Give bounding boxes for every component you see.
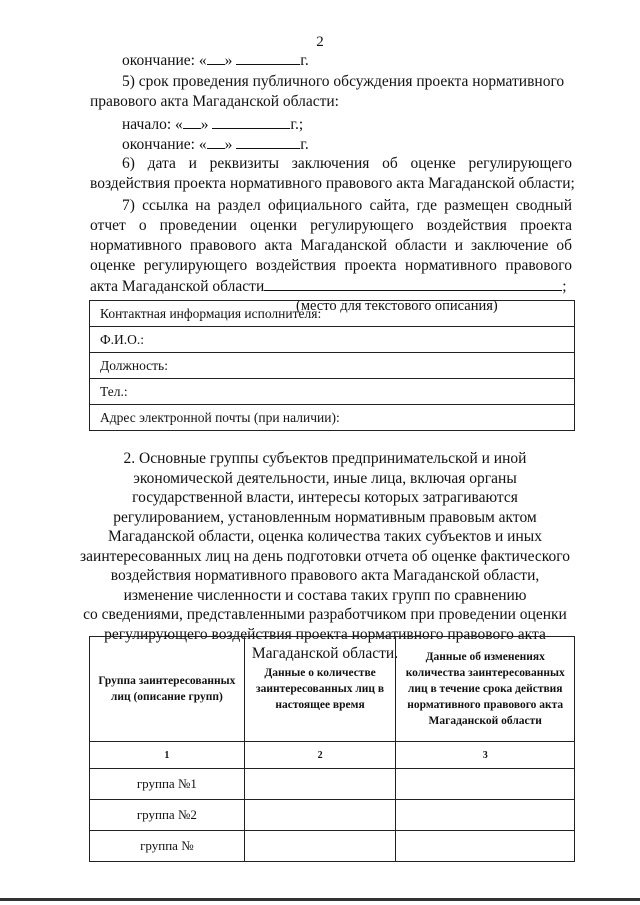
end-date-line: окончание: « » г.	[122, 52, 309, 69]
item6-line2: воздействия проекта нормативного правового акта Магаданской области;	[90, 175, 575, 192]
column-number: 2	[244, 742, 396, 769]
bottom-rule	[0, 898, 640, 901]
groups-table	[89, 636, 575, 862]
groups-header-current: Данные о количестве заинтересованных лиц в настоящее время	[244, 637, 396, 742]
end-date-label: окончание: «	[122, 52, 207, 69]
item6-line1: 6) дата и реквизиты заключения об оценке регулирующего	[122, 155, 572, 172]
contact-info-table	[89, 300, 575, 431]
section2-heading	[80, 449, 570, 664]
section2-line: регулирующего воздействия проекта нормативного правового акта	[104, 625, 546, 643]
contact-phone-field: Тел.:	[90, 379, 575, 405]
column-number: 3	[396, 742, 575, 769]
section2-line: государственной власти, интересы которых затрагиваются	[132, 489, 518, 506]
contact-position-field: Должность:	[90, 353, 575, 379]
item7-line1: 7) ссылка на раздел официального сайта, где размещен сводный	[122, 197, 572, 214]
item5-line1: 5) срок проведения публичного обсуждения проекта нормативного	[122, 73, 565, 90]
group-current-cell	[244, 831, 396, 862]
group-current-cell	[244, 769, 396, 800]
section2-line: 2. Основные группы субъектов предпринимательской и иной	[123, 450, 527, 467]
table-row	[90, 769, 575, 800]
item7-line5: акта Магаданской области ;	[90, 278, 567, 295]
section2-line: заинтересованных лиц на день подготовки отчета об оценке фактического	[80, 547, 570, 565]
column-number: 1	[90, 742, 245, 769]
section2-line: регулированием, установленным нормативным правовым актом	[113, 508, 537, 526]
section2-line: изменение численности и состава таких групп по сравнению	[123, 586, 527, 604]
item5-end-line: окончание: « » г.	[122, 136, 309, 153]
page-number: 2	[316, 34, 324, 50]
group-changes-cell	[396, 800, 575, 831]
section2-line: Магаданской области, оценка количества таких субъектов и иных	[108, 528, 542, 545]
table-row	[90, 831, 575, 862]
group-label: группа №2	[90, 800, 245, 831]
group-label: группа №	[90, 831, 245, 862]
group-changes-cell	[396, 769, 575, 800]
groups-header-changes: Данные об изменениях количества заинтересованных лиц в течение срока действия нормативного правового акта Магаданской области	[396, 637, 575, 742]
item7-caption: (место для текстового описания)	[296, 298, 498, 314]
groups-header-group: Группа заинтересованных лиц (описание групп)	[90, 637, 245, 742]
contact-name-field: Ф.И.О.:	[90, 327, 575, 353]
section2-line: Магаданской области.	[251, 645, 399, 662]
group-current-cell	[244, 800, 396, 831]
table-row	[90, 800, 575, 831]
section2-line: экономической деятельности, иные лица, включая органы	[133, 469, 517, 487]
item5-start-line: начало: « » г.;	[122, 116, 304, 133]
contact-header: Контактная информация исполнителя:	[90, 301, 575, 327]
section2-line: воздействия нормативного правового акта Магаданской области,	[110, 567, 540, 584]
section2-line: со сведениями, представленными разработчиком при проведении оценки	[83, 606, 567, 623]
item7-line4: оценке регулирующего воздействия проекта нормативного правового	[90, 257, 572, 274]
item7-line3: нормативного правового акта Магаданской области и заключение об	[90, 237, 572, 254]
group-label: группа №1	[90, 769, 245, 800]
contact-email-field: Адрес электронной почты (при наличии):	[90, 405, 575, 431]
group-changes-cell	[396, 831, 575, 862]
item5-line2: правового акта Магаданской области:	[90, 93, 339, 110]
item7-line2: отчет о проведении оценки регулирующего воздействия проекта	[90, 217, 572, 234]
